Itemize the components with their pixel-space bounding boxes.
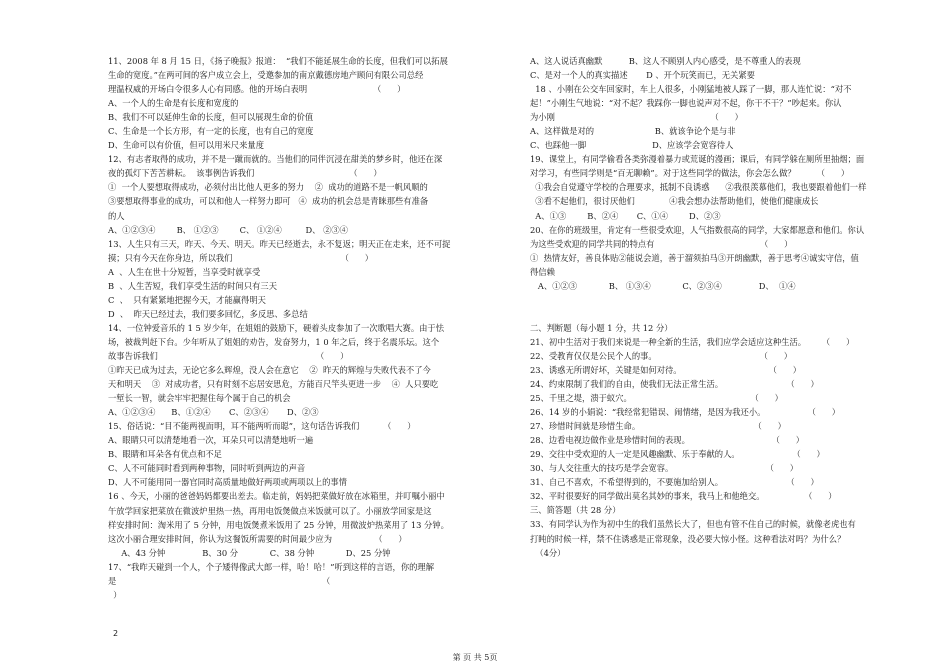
right-line: 29、交往中受欢迎的人一定是风趣幽默、乐于奉献的人。 （ ） [530, 449, 825, 460]
right-column [530, 54, 905, 560]
right-line: 30、与人交往重大的技巧是学会宽容。 （ ） [530, 463, 799, 474]
left-line: A 、人生在世十分短暂，当享受时就享受 [108, 266, 261, 277]
left-line: 场，被裁判赶下台。少年听从了姐姐的劝告，发奋努力，1 0 年之后，终于名震乐坛。这个 [108, 336, 440, 347]
left-line: ①昨天已成为过去，无论它多么辉煌，没人会在意它 ② 昨天的辉煌与失败代表不了今 [108, 365, 431, 376]
right-line: 23、诱惑无所谓好坏，关键是如何对待。 （ ） [530, 364, 802, 375]
right-line: A、这样做是对的 B、就该争论个是与非 [530, 126, 736, 137]
left-line: C、生命是一个长方形，有一定的长度，也有自己的宽度 [108, 126, 314, 137]
right-line: 为这些受欢迎的同学共同的特点有 （ ） [530, 238, 793, 249]
right-line: 18 、小刚在公交车回家时，车上人很多，小刚猛地被人踩了一脚，那人连忙说：“对不 [530, 84, 852, 95]
left-line: 16 、今天，小丽的爸爸妈妈都要出差去。临走前，妈妈把菜做好放在冰箱里，并叮嘱小丽中 [108, 491, 445, 502]
page-footer: 第 页 共 5页 [452, 653, 498, 662]
left-line: C、人不可能同时看到两种事物，同时听到两边的声音 [108, 463, 306, 474]
left-line: D 、 昨天已经过去，我们要多回忆，多反思、多总结 [108, 308, 308, 319]
right-line: 二、判断题（每小题 1 分，共 12 分） [530, 322, 673, 333]
left-line: 样安排时间：淘米用了 5 分钟，用电饭煲煮米饭用了 25 分钟，用微波炉热菜用了 13 分钟。 [108, 519, 449, 530]
left-line: 生命的宽度。”在两可间的客户成立会上，受邀参加的南京戴德房地产顾问有限公司总经 [108, 70, 424, 81]
right-line: A、①③ B、②④ C、①④ D、②③ [530, 210, 721, 221]
right-line: ①我会自觉遵守学校的合理要求，抵制不良诱惑 ②我很羡慕他们，我也要跟着他们一样 [530, 182, 867, 193]
right-line [530, 307, 905, 321]
right-line: C、是对一个人的真实描述 D 、开个玩笑而已，无关紧要 [530, 70, 755, 81]
right-line: 打盹的时候一样，禁不住诱惑是正常现象，没必要大惊小怪。这种看法对吗？为什么？ [530, 533, 846, 544]
left-line: A、①②③④ B、①②④ C、②③④ D、②③ [108, 407, 319, 418]
left-line: 11、2008 年 8 月 15 日，《扬子晚报》报道： “我们不能延展生命的长度，但我们可以拓展 [108, 56, 448, 66]
page-mark: 2 [113, 629, 119, 638]
left-line: ③要想取得事业的成功，可以和他人一样努力即可 ④ 成功的机会总是青睐那些有准备 [108, 196, 429, 207]
left-line: 一堑长一智，就会牢牢把握住每个属于自己的机会 [108, 393, 291, 404]
left-line: D、生命可以有价值，但可以用米尺来量度 [108, 140, 264, 151]
right-line: 25、千里之堤，溃于蚁穴。 （ ） [530, 393, 783, 404]
left-line: 13、人生只有三天，昨天、今天、明天。昨天已经逝去，永不复返；明天正在走来，还不可捉 [108, 238, 451, 249]
right-line: 19、课堂上，有同学偷看各类弥漫着暴力或荒诞的漫画；课后，有同学躲在厕所里抽烟；面 [530, 154, 865, 165]
left-line: 14、一位钟爱音乐的 1 5 岁少年，在姐姐的鼓励下，硬着头皮参加了一次歌唱大赛。由于怯 [108, 322, 445, 333]
left-line: 故事告诉我们 （ ） [108, 350, 349, 361]
left-column [108, 54, 483, 602]
right-line: （4分） [530, 547, 566, 558]
right-line: 对学习，有些同学则是“百无聊赖”。对于这些同学的做法，你会怎么做？ （ ） [530, 168, 850, 179]
left-line: 天和明天 ③ 对成功者，只有时刻不忘居安思危，方能百尺竿头更进一步 ④ 人只要吃 [108, 379, 439, 390]
right-line: 21、初中生活对于我们来说是一种全新的生活，我们应学会适应这种生活。 （ ） [530, 336, 855, 347]
left-line: A、一个人的生命是有长度和宽度的 [108, 98, 239, 109]
right-line: A、①②③ B、 ①③④ C、②③④ D、 ①④ [530, 280, 796, 291]
right-line: C、也踩他一脚 D、应该学会宽容待人 [530, 140, 734, 151]
right-line: 33、有同学认为作为初中生的我们虽然长大了，但也有管不住自己的时候，就像老虎也有 [530, 519, 856, 530]
left-line: A、43 分钟 B、30 分 C、38 分钟 D、25 分钟 [108, 547, 391, 558]
left-line: 17、“我昨天碰到一个人，个子矮得像武大郎一样，哈！哈！”听到这样的言语，你的理解 [108, 561, 435, 572]
right-line: 20、在你的班级里，肯定有一些很受欢迎，人气指数很高的同学，大家都愿意和他们。你认 [530, 224, 865, 235]
right-line: 为小刚 （ ） [530, 112, 743, 123]
right-line: 24、约束限制了我们的自由，使我们无法正常生活。 （ ） [530, 378, 819, 389]
left-line: B 、人生苦短，我们享受生活的时间只有三天 [108, 280, 278, 291]
right-line: ① 热情友好，善良体贴②能说会道，善于溜须拍马③开朗幽默，善于思考④诚实守信，值 [530, 252, 859, 263]
right-line: 26、14 岁的小娟说：“我经常犯错误、闹情绪，是因为我还小。 （ ） [530, 407, 841, 418]
right-line: 22、受教育仅仅是公民个人的事。 （ ） [530, 350, 792, 361]
left-line: 夜的孤灯下苦苦耕耘。 该事例告诉我们 （ ） [108, 168, 382, 179]
right-line: 得信赖 [530, 266, 555, 277]
left-line: C 、 只有紧紧地把握今天，才能赢得明天 [108, 294, 266, 305]
left-line: 这次小丽合理安排时间，你认为这餐饭所需要的时间最少应为 （ ） [108, 533, 407, 544]
left-line: D、人不可能用同一器官同时高质量地做好两项或两项以上的事情 [108, 477, 347, 488]
left-line: A、眼睛只可以清楚地看一次，耳朵只可以清楚地听一遍 [108, 435, 314, 446]
left-line: A、①②③④ B、 ①②③ C、 ①②④ D、 ②③④ [108, 224, 348, 235]
left-line: ① 一个人要想取得成功，必须付出比他人更多的努力 ② 成功的道路不是一帆风顺的 [108, 182, 428, 193]
left-line: B、眼睛和耳朵各有优点和不足 [108, 449, 222, 460]
right-line [530, 293, 905, 307]
left-line: 是 （ [108, 575, 331, 586]
left-line: B、我们不可以延伸生命的长度，但可以展现生命的价值 [108, 112, 314, 123]
left-line: 15、俗话说：“目不能两视而明，耳不能两听而聪”，这句话告诉我们 （ ） [108, 421, 416, 432]
left-line: 12、有志者取得的成功，并不是一蹴而就的。当他们的同伴沉浸在甜美的梦乡时，他还在深 [108, 154, 443, 165]
left-line: 理温权威的开场白令很多人心有同感。他的开场白表明 （ ） [108, 84, 406, 95]
left-line: 的人 [108, 210, 125, 221]
right-line: 32、平时很要好的同学做出莫名其妙的事来，我马上和他绝交。 （ ） [530, 491, 837, 502]
right-line: 31、自己不喜欢，不希望得到的，不要施加给别人。 （ ） [530, 477, 819, 488]
right-line: ③看不起他们，很讨厌他们 ④我会想办法帮助他们，使他们健康成长 [530, 196, 819, 207]
right-line: 28、边看电视边做作业是珍惜时间的表现。 （ ） [530, 435, 805, 446]
left-line: 摸；只有今天在你身边，所以我们 （ ） [108, 252, 374, 263]
right-line: 起！”小刚生气地说：“对不起？我踩你一脚也说声对不起，你干不干？”吵起来。你认 [530, 98, 842, 109]
left-line: 午放学回家把菜放在微波炉里热一热，再用电饭煲做点米饭就可以了。小丽放学回家是这 [108, 505, 432, 516]
right-line: A、这人说话真幽默 B、这人不顾别人内心感受，是不尊重人的表现 [530, 56, 801, 66]
left-line: ） [108, 589, 122, 600]
right-line: 三、简答题（共 28 分） [530, 505, 621, 516]
right-line: 27、珍惜时间就是珍惜生命。 （ ） [530, 421, 786, 432]
